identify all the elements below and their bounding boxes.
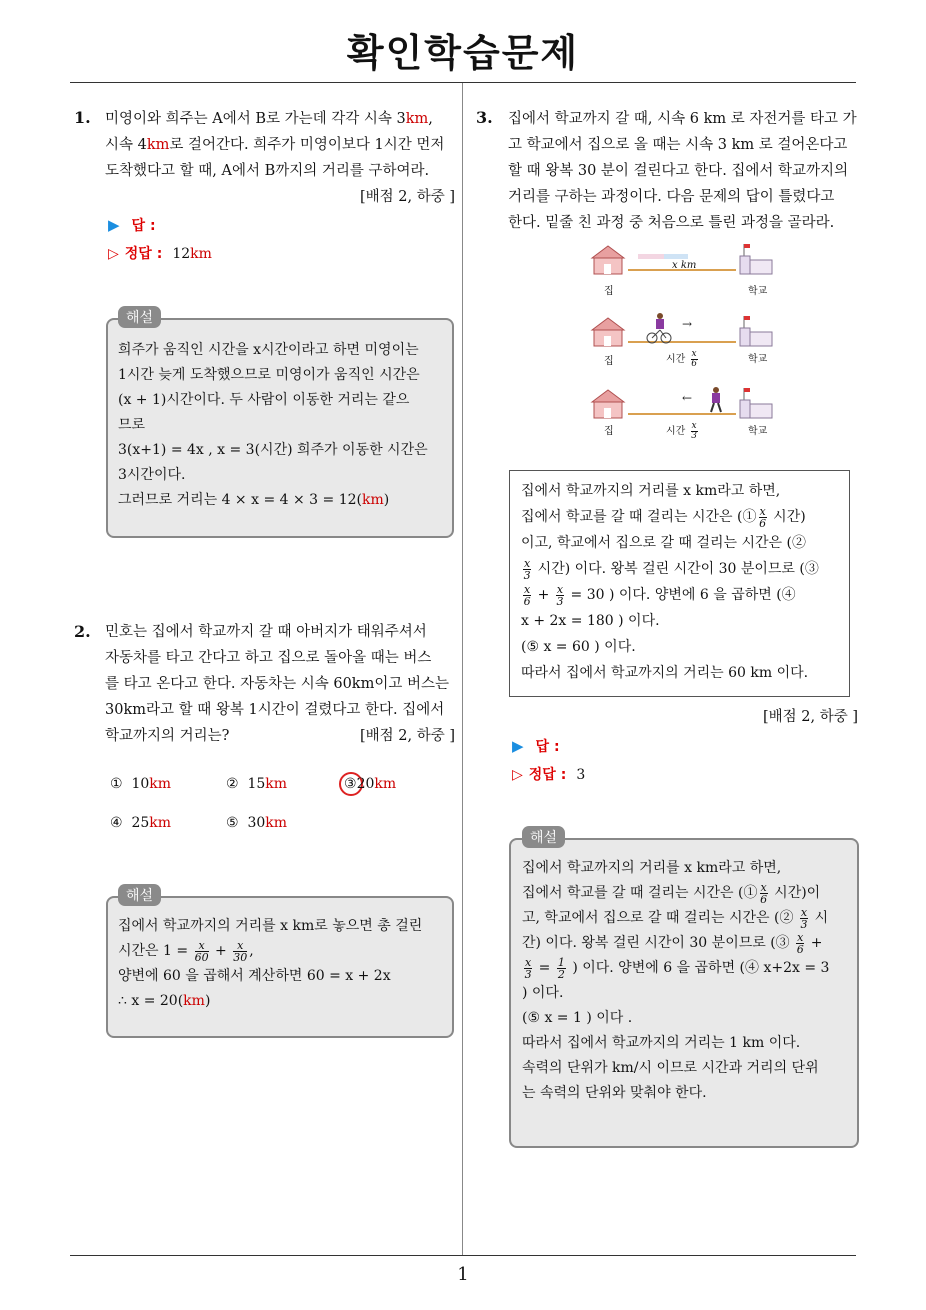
q3-text: 집에서 학교까지 갈 때, 시속 6 km 로 자전거를 타고 가 고 학교에서 집으로 올 때는 시속 3 km 로 걸어온다고 할 때 왕복 30 분이 걸린다고 한다. 집에서 학교까지의 거리를 구하는 과정이다. 다음 문제의 답이 틀렸다고 한다. 밑줄 친 과정 중 처음으로 틀린 과정을 골라라. (508, 111, 857, 231)
q1-answer: ▶ 답 : (108, 216, 156, 234)
q3-number: 3. (476, 108, 493, 127)
school-icon (740, 316, 772, 346)
q2-explain-text: 집에서 학교까지의 거리를 x km로 놓으면 총 걸린 시간은 1 = $\frac{x}{60}$ + $\frac{x}{30}$ , 양변에 60 을 곱해서 계산하면 60 = x + 2x ∴ x = 20(km) (118, 918, 423, 1009)
school-icon (740, 244, 772, 274)
q3-explain-tag: 해설 (522, 826, 565, 848)
q2-text: 민호는 집에서 학교까지 갈 때 아버지가 태워주셔서 자동차를 타고 간다고 하고 집으로 돌아올 때는 버스 를 타고 온다고 한다. 자동차는 시속 60km이고 버스는 30km라고 할 때 왕복 1시간이 걸렸다고 한다. 집에서 학교까지의 거리는? [배점 2, 하중 ] (105, 619, 455, 749)
q3-process-text: 집에서 학교까지의 거리를 x km라고 하면, 집에서 학교를 갈 때 걸리는 시간은 (① $\frac{x}{6}$ 시간) 이고, 학교에서 집으로 갈 때 걸리는 시간은 (② $\frac{x}{3}$ 시간) 이다. 왕복 걸린 시간이 30 분이므로 (③ $\frac{x}{6}$ + $\frac{x}{3}$ = 30 ) 이다. 양변에 6 을 곱하면 (④ x + 2x = 180 ) 이다. (⑤ x = 60 ) 이다. 따라서 집에서 학교까지의 거리는 60 km 이다. (521, 483, 819, 681)
play-icon: ▶ (108, 216, 120, 234)
bicycle-icon (647, 313, 671, 343)
arrow-left-icon: ← (682, 391, 693, 405)
arrow-right-icon: → (682, 317, 693, 331)
q1-text: 미영이와 희주는 A에서 B로 가는데 각각 시속 3km, 시속 4km로 걸어간다. 희주가 미영이보다 1시간 먼저 도착했다고 할 때, A에서 B까지의 거리를 구하여라. [배점 2, 하중 ] (105, 106, 455, 210)
trip-diagram (590, 244, 780, 444)
home-icon (592, 318, 624, 346)
column-divider (462, 83, 463, 1255)
home-icon (592, 390, 624, 418)
q3-answer: ▶ 답 : (512, 737, 560, 755)
q1-explain-text: 희주가 움직인 시간을 x시간이라고 하면 미영이는 1시간 늦게 도착했으므로 미영이가 움직인 시간은 (x + 1)시간이다. 두 사람이 이동한 거리는 같으 므로 3(x+1) = 4x , x = 3(시간) 희주가 이동한 시간은 3시간이다. 그러므로 거리는 4 × x = 4 × 3 = 12(km) (118, 342, 428, 508)
home-icon (592, 246, 624, 274)
triangle-icon: ▷ (108, 246, 119, 262)
q1-number: 1. (74, 108, 91, 127)
top-rule (70, 82, 856, 83)
q1-explain-tag: 해설 (118, 306, 161, 328)
q2-explain-tag: 해설 (118, 884, 161, 906)
school-icon (740, 388, 772, 418)
q1-correct: ▷ 정답 : 12km (108, 246, 212, 262)
diagram-distance-label: x km (672, 260, 697, 271)
page-number: 1 (457, 1264, 469, 1285)
diagram-school-label-3: 학교 (748, 426, 768, 437)
page-title: 확인학습문제 (346, 31, 580, 75)
q3-points: [배점 2, 하중 ] (762, 709, 858, 725)
diagram-time-back: 시간 $\frac{x}{3}$ (666, 421, 697, 441)
triangle-icon: ▷ (512, 767, 523, 783)
diagram-school-label-1: 학교 (748, 286, 768, 297)
q2-choice-1[interactable]: ① 10km (110, 776, 172, 792)
diagram-home-label-2: 집 (604, 356, 614, 367)
q3-correct: ▷ 정답 : 3 (512, 767, 586, 783)
q2-number: 2. (74, 622, 91, 641)
diagram-school-label-2: 학교 (748, 354, 768, 365)
diagram-home-label-1: 집 (604, 286, 614, 297)
q2-choice-4[interactable]: ④ 25km (110, 815, 172, 831)
walker-icon (711, 387, 721, 412)
q2-choice-5[interactable]: ⑤ 30km (226, 815, 288, 831)
q1-points: [배점 2, 하중 ] (359, 189, 455, 205)
diagram-time-go: 시간 $\frac{x}{6}$ (666, 349, 697, 369)
q3-explain-text: 집에서 학교까지의 거리를 x km라고 하면, 집에서 학교를 갈 때 걸리는 시간은 (① $\frac{x}{6}$ 시간)이 고, 학교에서 집으로 갈 때 걸리는 시간은 (② $\frac{x}{3}$ 시 간) 이다. 왕복 걸린 시간이 30 분이므로 (③ $\frac{x}{6}$ + $\frac{x}{3}$ = $\frac{1}{2}$ ) 이다. 양변에 6 을 곱하면 (④ x+2x = 3 ) 이다. (⑤ x = 1 ) 이다 . 따라서 집에서 학교까지의 거리는 1 km 이다. 속력의 단위가 km/시 이므로 시간과 거리의 단위 는 속력의 단위와 맞춰야 한다. (522, 860, 830, 1101)
q2-points: [배점 2, 하중 ] (359, 728, 455, 744)
diagram-home-label-3: 집 (604, 426, 614, 437)
play-icon: ▶ (512, 737, 524, 755)
bottom-rule (70, 1255, 856, 1256)
q2-choice-3[interactable]: ③20km (344, 776, 397, 792)
q2-choice-2[interactable]: ② 15km (226, 776, 288, 792)
ruler-icon (638, 254, 688, 259)
